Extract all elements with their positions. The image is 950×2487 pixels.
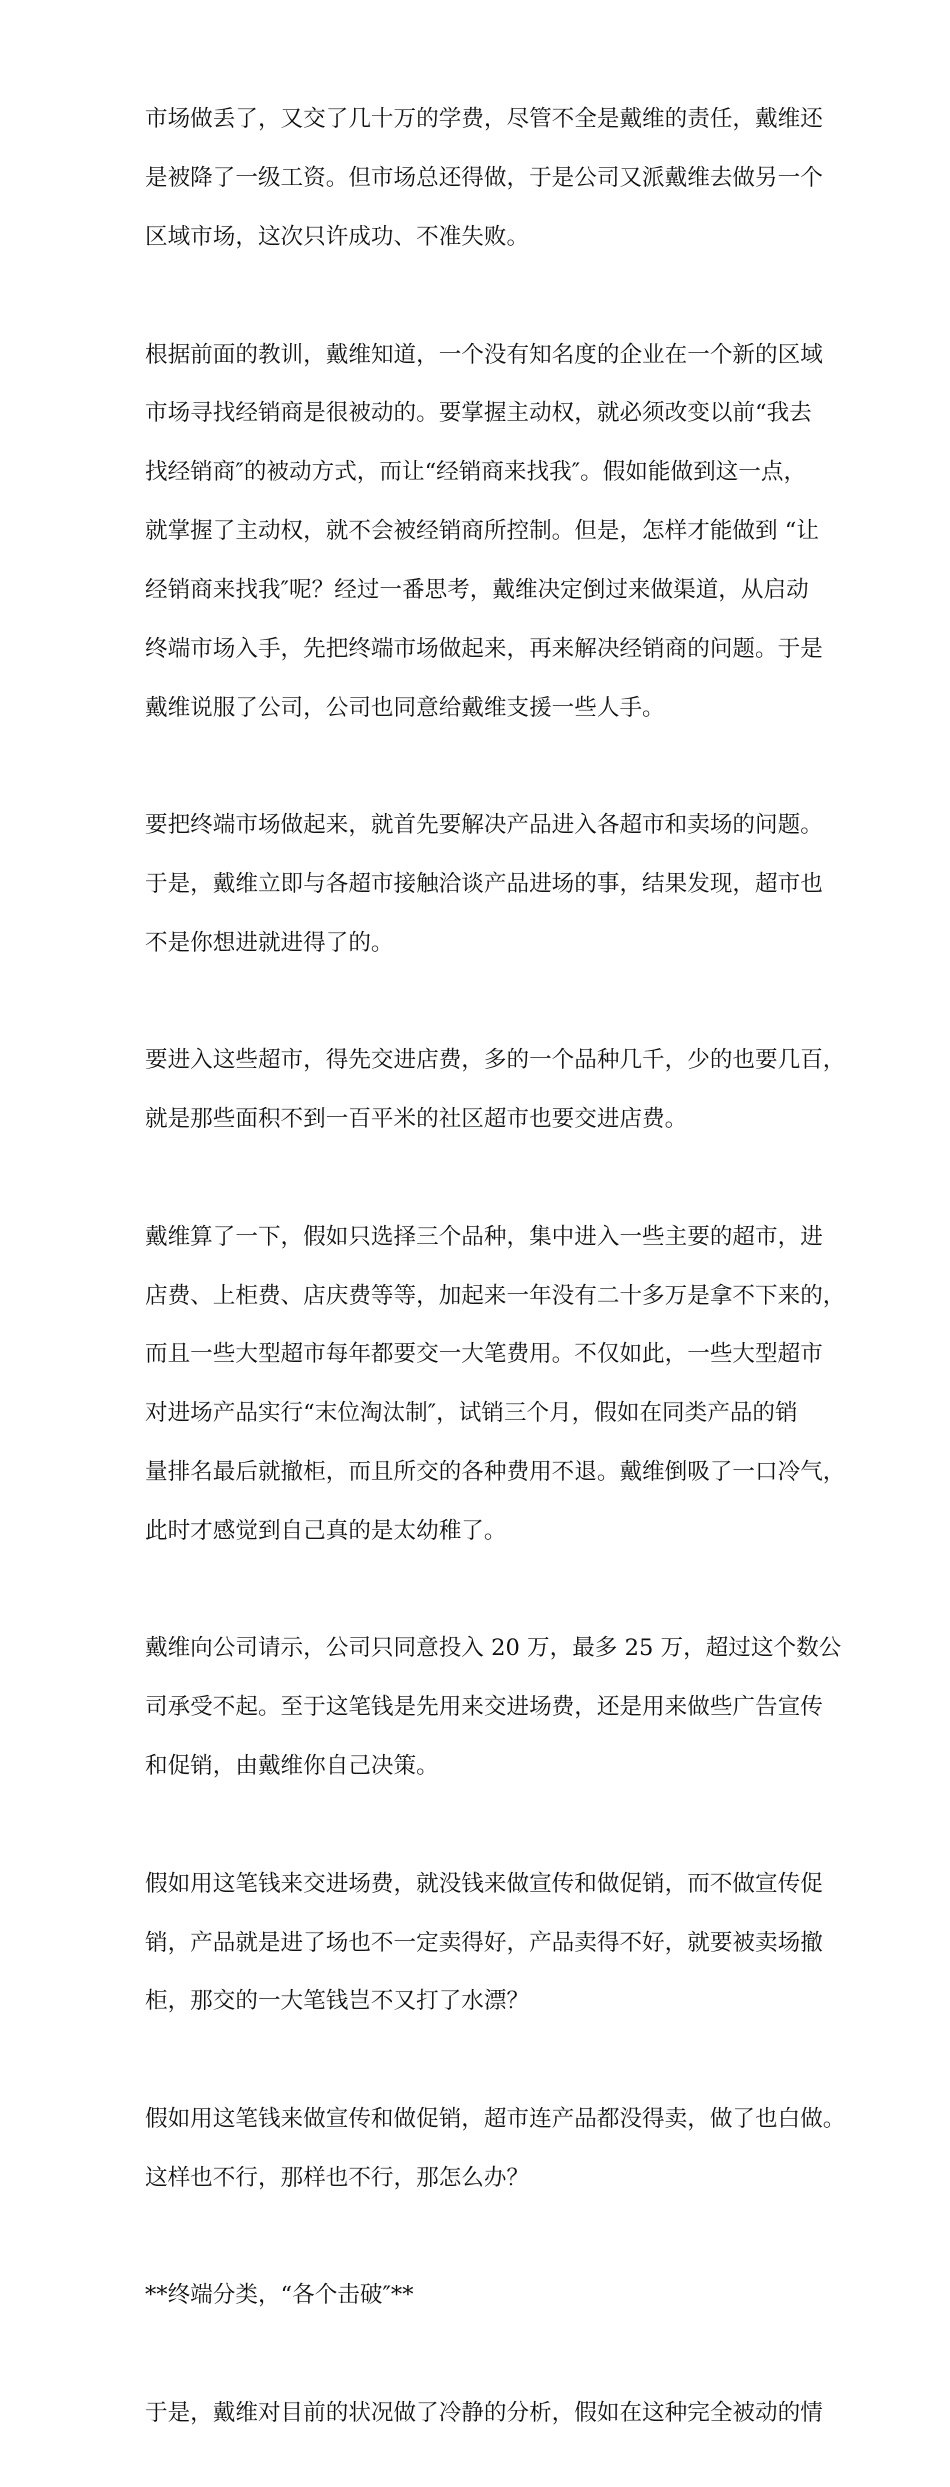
paragraph [145,1605,880,1811]
text-line: 要把终端市场做起来，就首先要解决产品进入各超市和卖场的问题。 [145,812,823,839]
text-line: 店费、上柜费、店庆费等等，加起来一年没有二十多万是拿不下来的， [145,1282,846,1309]
text-line: 经销商来找我″呢？经过一番思考，戴维决定倒过来做渠道，从启动 [145,576,809,603]
document-body [145,76,880,2487]
text-line: 要进入这些超市，得先交进店费，多的一个品种几千，少的也要几百， [145,1047,846,1074]
text-line: 和促销，由戴维你自己决策。 [145,1753,439,1780]
text-line: 量排名最后就撤柜，而且所交的各种费用不退。戴维倒吸了一口冷气， [145,1459,846,1486]
paragraph [145,1193,880,1575]
paragraph [145,1017,880,1164]
text-line: 市场做丢了，又交了几十万的学费，尽管不全是戴维的责任，戴维还 [145,106,823,133]
paragraph [145,1840,880,2046]
text-line: 于是，戴维立即与各超市接触洽谈产品进场的事，结果发现，超市也 [145,870,823,897]
paragraph [145,2370,880,2458]
text-line: 柜，那交的一大笔钱岂不又打了水漂？ [145,1988,530,2015]
text-line: 区域市场，这次只许成功、不准失败。 [145,224,530,251]
text-line: 就掌握了主动权，就不会被经销商所控制。但是，怎样才能做到 “让 [145,518,819,545]
text-line: 戴维算了一下，假如只选择三个品种，集中进入一些主要的超市，进 [145,1223,823,1250]
text-line: 不是你想进就进得了的。 [145,929,394,956]
text-line: 戴维向公司请示，公司只同意投入 20 万，最多 25 万，超过这个数公 [145,1635,842,1662]
text-line: 假如用这笔钱来做宣传和做促销，超市连产品都没得卖，做了也白做。 [145,2105,846,2132]
text-line: 司承受不起。至于这笔钱是先用来交进场费，还是用来做些广告宣传 [145,1694,823,1721]
paragraph [145,311,880,752]
text-line: 假如用这笔钱来交进场费，就没钱来做宣传和做促销，而不做宣传促 [145,1870,823,1897]
text-line: 而且一些大型超市每年都要交一大笔费用。不仅如此，一些大型超市 [145,1341,823,1368]
text-line: 终端市场入手，先把终端市场做起来，再来解决经销商的问题。于是 [145,635,823,662]
paragraph [145,782,880,988]
text-line: 根据前面的教训，戴维知道，一个没有知名度的企业在一个新的区域 [145,341,823,368]
text-line: 是被降了一级工资。但市场总还得做，于是公司又派戴维去做另一个 [145,165,823,192]
text-line: 对进场产品实行“末位淘汰制″，试销三个月，假如在同类产品的销 [145,1400,798,1427]
text-line: 这样也不行，那样也不行，那怎么办？ [145,2164,530,2191]
text-line: 就是那些面积不到一百平米的社区超市也要交进店费。 [145,1106,688,1133]
text-line: 此时才感觉到自己真的是太幼稚了。 [145,1517,507,1544]
text-line: 市场寻找经销商是很被动的。要掌握主动权，就必须改变以前“我去 [145,400,812,427]
paragraph [145,2076,880,2223]
text-line: 于是，戴维对目前的状况做了冷静的分析，假如在这种完全被动的情 [145,2399,823,2426]
text-line: 找经销商″的被动方式，而让“经销商来找我″。假如能做到这一点， [145,459,807,486]
section-heading [145,2252,880,2340]
text-line: 销，产品就是进了场也不一定卖得好，产品卖得不好，就要被卖场撤 [145,1929,823,1956]
text-line: **终端分类，“各个击破″** [145,2282,414,2309]
text-line: 戴维说服了公司，公司也同意给戴维支援一些人手。 [145,694,665,721]
paragraph [145,76,880,282]
